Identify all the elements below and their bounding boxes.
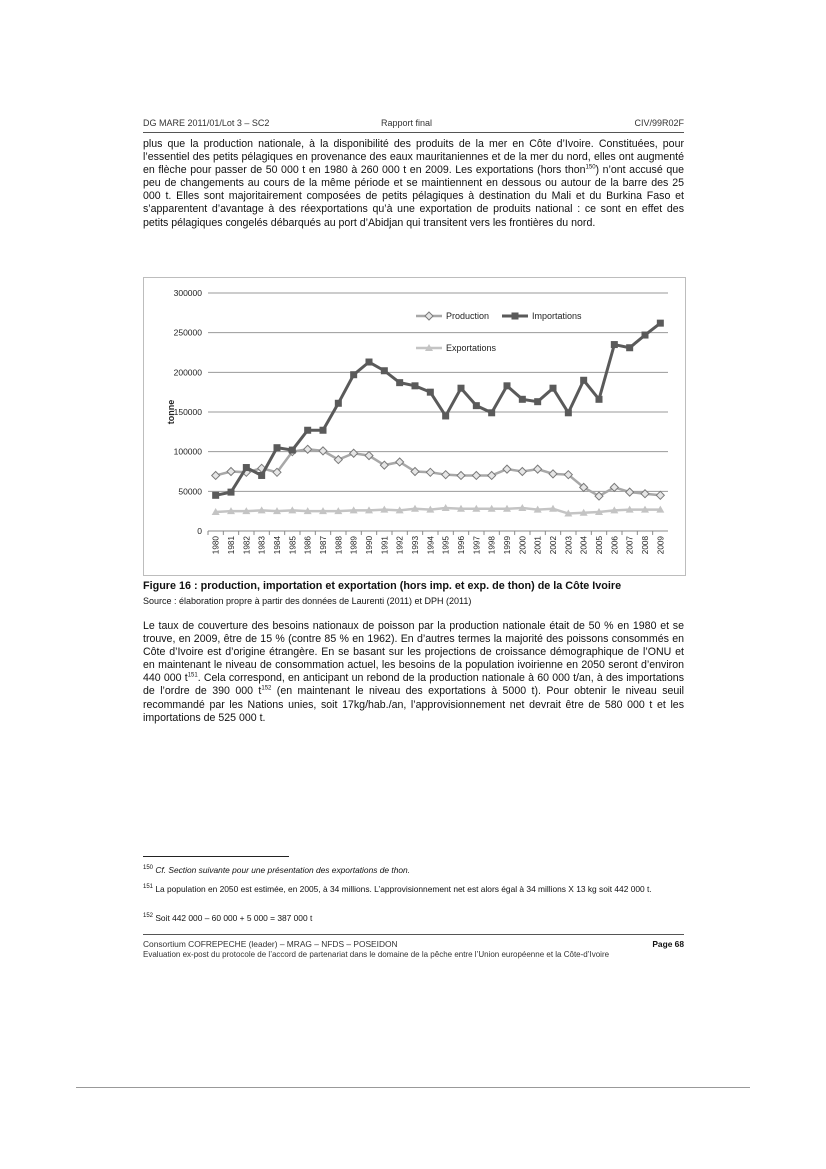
data-point-production — [227, 468, 235, 476]
x-tick-label: 2002 — [549, 536, 558, 555]
x-tick-label: 2006 — [610, 536, 620, 555]
data-point-importations — [366, 359, 373, 366]
data-point-importations — [258, 472, 265, 479]
paragraph-text: (en maintenant le niveau des exportations à 5000 t). Pour obtenir le niveau seuil recommandé par les Nations unies, soit 17kg/hab./an, l’approvisionnement net devrait être de 580 000 t et les importations de 525 000 t. — [143, 685, 684, 724]
footnote-number: 150 — [143, 865, 154, 872]
line-chart — [144, 278, 685, 575]
x-tick-label: 2000 — [518, 536, 528, 555]
data-point-importations — [488, 409, 495, 416]
paragraph-text: Le taux de couverture des besoins nationaux de poisson par la production nationale était de 50 % en 1980 et se trouve, en 2009, être de 15 % (contre 85 % en 1962). En d’autres termes la majorité des poissons consommés en Côte d’Ivoire est d’origine étrangère. En se basant sur les projections de croissance démographique de l’ONU et en maintenant le niveau de consommation actuel, les besoins de la population ivoirienne en 2050 seront d’environ 440 000 t — [143, 620, 684, 685]
data-point-importations — [228, 489, 235, 496]
data-point-importations — [289, 447, 296, 454]
data-point-importations — [565, 409, 572, 416]
x-tick-label: 1980 — [211, 536, 221, 555]
x-tick-label: 1996 — [457, 536, 466, 555]
data-point-production — [472, 471, 480, 479]
data-point-importations — [427, 389, 434, 396]
data-point-importations — [304, 427, 311, 434]
x-tick-label: 1987 — [319, 536, 328, 555]
x-tick-label: 1988 — [334, 536, 344, 555]
footnote-ref[interactable]: 150 — [585, 164, 596, 171]
data-point-importations — [243, 464, 250, 471]
x-tick-label: 1984 — [273, 536, 282, 555]
data-point-importations — [611, 341, 618, 348]
data-point-production — [350, 449, 358, 457]
x-tick-label: 2003 — [564, 536, 574, 555]
data-point-production — [626, 488, 634, 496]
data-point-production — [549, 470, 557, 478]
data-point-importations — [442, 412, 449, 419]
data-point-importations — [580, 377, 587, 384]
x-tick-label: 2009 — [656, 536, 666, 555]
x-tick-label: 1999 — [503, 536, 512, 555]
footnote-ref[interactable]: 151 — [187, 672, 198, 679]
legend-label-production: Production — [446, 311, 490, 321]
x-tick-label: 1986 — [303, 536, 313, 555]
footnote-text: Soit 442 000 – 60 000 + 5 000 = 387 000 t — [155, 913, 313, 923]
x-tick-label: 1991 — [380, 536, 390, 555]
paragraph-text: plus que la production nationale, à la disponibilité des produits de la mer en Côte d’Ivoire. Constituées, pour l’essentiel des petits pélagiques en provenance des eaux mauritaniennes et de la mer du nord, elles ont augmenté en flèche pour passer de 50 000 t en 1980 à 260 000 t en 2009. Les exportations (hors thon — [143, 138, 684, 177]
footnote-number: 152 — [143, 913, 154, 920]
footer-subtitle: Evaluation ex-post du protocole de l’accord de partenariat dans le domaine de la pêche entre l’Union européenne et la Côte-d’Ivoire — [143, 950, 610, 959]
header-center: Rapport final — [381, 118, 433, 128]
data-point-production — [442, 471, 450, 479]
x-tick-label: 1990 — [365, 536, 374, 555]
paragraph-imports — [143, 138, 684, 230]
data-point-importations — [534, 398, 541, 405]
paragraph-text: . Cela correspond, en anticipant un rebond de la production nationale à 60 000 t/an, à des importations de l’ordre de 390 000 t — [143, 672, 684, 698]
data-point-importations — [350, 371, 357, 378]
x-tick-label: 1992 — [395, 536, 405, 555]
data-point-importations — [504, 382, 511, 389]
legend-marker-production — [425, 312, 433, 320]
y-tick-label: 100000 — [173, 446, 202, 457]
data-point-production — [457, 471, 465, 479]
y-axis-label: tonne — [166, 399, 176, 425]
x-tick-label: 2005 — [595, 536, 604, 555]
y-tick-label: 0 — [197, 526, 202, 536]
figure-source: Source : élaboration propre à partir des données de Laurenti (2011) et DPH (2011) — [143, 596, 472, 606]
x-tick-label: 1995 — [441, 536, 451, 555]
y-tick-label: 150000 — [173, 407, 202, 417]
x-tick-label: 1993 — [411, 536, 420, 555]
footnote-number: 151 — [143, 884, 154, 891]
page-number: Page 68 — [652, 939, 684, 949]
figure-chart — [143, 277, 686, 576]
footnote — [143, 913, 684, 924]
x-tick-label: 1981 — [227, 536, 236, 555]
series-line-exportations — [216, 508, 661, 514]
y-tick-label: 250000 — [173, 327, 202, 338]
legend-label-exportations: Exportations — [446, 343, 497, 353]
data-point-importations — [458, 385, 465, 392]
footnote-text: Cf. Section suivante pour une présentation des exportations de thon. — [155, 865, 411, 875]
page-header — [143, 118, 684, 133]
data-point-importations — [596, 396, 603, 403]
data-point-production — [503, 465, 511, 473]
data-point-importations — [396, 379, 403, 386]
y-tick-label: 200000 — [173, 367, 202, 378]
data-point-importations — [657, 320, 664, 327]
x-tick-label: 2004 — [579, 536, 589, 555]
y-tick-label: 50000 — [178, 486, 202, 497]
x-tick-label: 2008 — [641, 536, 650, 555]
x-tick-label: 1983 — [257, 536, 267, 555]
series-line-production — [216, 449, 661, 496]
x-tick-label: 1985 — [288, 536, 298, 555]
paragraph-text: ) n’ont accusé que peu de changements au cours de la même période et se maintiennent en dessous ou autour de la barre des 25 000 t. Elles sont majoritairement composées de petits pélagiques à destination du Mali et du Burkina Faso et s’apparentent d’avantage à des réexportations qu’à une exportation de produits national : ce sont en effet des petits pélagiques congelés débarqués au port d’Abidjan qui transitent vers les frontières du nord. — [143, 164, 684, 229]
data-point-importations — [212, 492, 219, 499]
data-point-production — [518, 468, 526, 476]
data-point-importations — [412, 382, 419, 389]
x-tick-label: 1982 — [242, 536, 252, 555]
header-right: CIV/99R02F — [634, 118, 684, 128]
x-tick-label: 1994 — [426, 536, 436, 555]
footnote-text: La population en 2050 est estimée, en 2005, à 34 millions. L’approvisionnement net est alors égal à 34 millions X 13 kg soit 442 000 t. — [155, 884, 652, 894]
data-point-importations — [626, 344, 633, 351]
bottom-rule — [76, 1087, 750, 1088]
data-point-production — [656, 491, 664, 499]
footnote-ref[interactable]: 152 — [261, 685, 272, 692]
x-tick-label: 2007 — [625, 536, 635, 555]
x-tick-label: 1997 — [472, 536, 482, 555]
data-point-importations — [320, 427, 327, 434]
data-point-production — [488, 471, 496, 479]
data-point-production — [426, 468, 434, 476]
data-point-production — [212, 471, 220, 479]
legend-label-importations: Importations — [532, 311, 582, 321]
paragraph-coverage — [143, 620, 684, 725]
data-point-importations — [519, 396, 526, 403]
footnote-separator — [143, 856, 289, 857]
data-point-importations — [274, 444, 281, 451]
x-tick-label: 1998 — [487, 536, 497, 555]
page-footer — [143, 934, 684, 959]
y-tick-label: 300000 — [173, 288, 202, 298]
legend-marker-importations — [512, 313, 519, 320]
x-tick-label: 2001 — [533, 536, 543, 555]
figure-caption: Figure 16 : production, importation et exportation (hors imp. et exp. de thon) de la Côte Ivoire — [143, 580, 622, 592]
x-tick-label: 1989 — [349, 536, 359, 555]
data-point-importations — [642, 332, 649, 339]
data-point-importations — [335, 400, 342, 407]
header-left: DG MARE 2011/01/Lot 3 – SC2 — [143, 118, 270, 128]
footnote — [143, 865, 684, 876]
footer-consortium: Consortium COFREPECHE (leader) – MRAG – NFDS – POSEIDON — [143, 939, 398, 949]
data-point-importations — [473, 402, 480, 409]
data-point-importations — [550, 385, 557, 392]
data-point-production — [534, 465, 542, 473]
data-point-importations — [381, 367, 388, 374]
footnote — [143, 884, 684, 895]
